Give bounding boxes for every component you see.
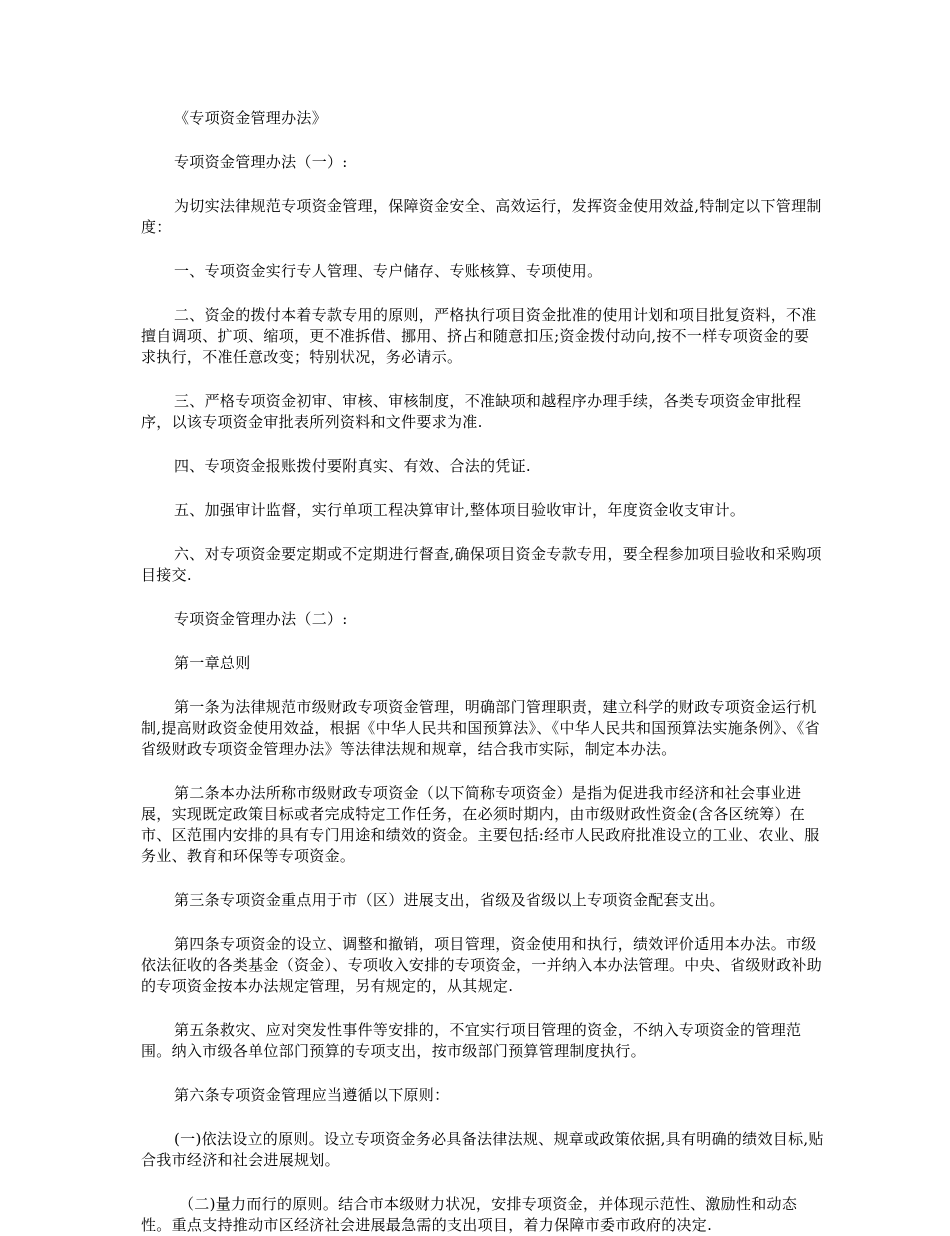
article-1: 第一条为法律规范市级财政专项资金管理，明确部门管理职责，建立科学的财政专项资金运行机制,提高财政资金使用效益，根据《中华人民共和国预算法》、《中华人民共和国预算法实施条例》、《省省级财政专项资金管理办法》等法律法规和规章，结合我市实际，制定本办法。 — [141, 698, 820, 758]
paragraph-intro: 为切实法律规范专项资金管理，保障资金安全、高效运行，发挥资金使用效益,特制定以下管理制度： — [141, 197, 822, 236]
chapter-heading: 第一章总则 — [174, 654, 251, 672]
paragraph-item-5: 五、加强审计监督，实行单项工程决算审计,整体项目验收审计，年度资金收支审计。 — [174, 501, 746, 519]
paragraph-item-3: 三、严格专项资金初审、审核、审核制度，不准缺项和越程序办理手续，各类专项资金审批程序，以该专项资金审批表所列资料和文件要求为准. — [141, 392, 802, 431]
document-title: 《专项资金管理办法》 — [174, 109, 328, 127]
article-5: 第五条救灾、应对突发性事件等安排的，不宜实行项目管理的资金，不纳入专项资金的管理范围。纳入市级各单位部门预算的专项支出，按市级部门预算管理制度执行。 — [141, 1021, 802, 1060]
article-2: 第二条本办法所称市级财政专项资金（以下简称专项资金）是指为促进我市经济和社会事业进展，实现既定政策目标或者完成特定工作任务，在必须时期内，由市级财政性资金(含各区统筹）在市、区范围内安排的具有专门用途和绩效的资金。主要包括:经市人民政府批准设立的工业、农业、服务业、教育和环保等专项资金。 — [141, 784, 820, 865]
article-6: 第六条专项资金管理应当遵循以下原则： — [174, 1086, 450, 1104]
paragraph-item-6: 六、对专项资金要定期或不定期进行督查,确保项目资金专款专用，要全程参加项目验收和采购项目接交. — [141, 545, 822, 584]
paragraph-item-1: 一、专项资金实行专人管理、专户储存、专账核算、专项使用。 — [174, 262, 603, 280]
article-4: 第四条专项资金的设立、调整和撤销，项目管理，资金使用和执行，绩效评价适用本办法。市级依法征收的各类基金（资金）、专项收入安排的专项资金，一并纳入本办法管理。中央、省级财政补助的专项资金按本办法规定管理，另有规定的，从其规定. — [141, 935, 823, 995]
section-heading-one: 专项资金管理办法（一）: — [174, 153, 348, 171]
principle-2: （二)量力而行的原则。结合市本级财力状况，安排专项资金，并体现示范性、激励性和动态性。重点支持推动市区经济社会进展最急需的支出项目，着力保障市委市政府的决定. — [141, 1195, 798, 1234]
paragraph-item-2: 二、资金的拨付本着专款专用的原则，严格执行项目资金批准的使用计划和项目批复资料，不准擅自调项、扩项、缩项，更不准拆借、挪用、挤占和随意扣压;资金拨付动向,按不一样专项资金的要求执行，不准任意改变；特别状况，务必请示。 — [141, 306, 817, 366]
paragraph-item-4: 四、专项资金报账拨付要附真实、有效、合法的凭证. — [174, 457, 531, 475]
principle-1: (一)依法设立的原则。设立专项资金务必具备法律法规、规章或政策依据,具有明确的绩效目标,贴合我市经济和社会进展规划。 — [141, 1130, 824, 1169]
article-3: 第三条专项资金重点用于市（区）进展支出，省级及省级以上专项资金配套支出。 — [174, 891, 725, 909]
section-heading-two: 专项资金管理办法（二）: — [174, 610, 348, 628]
